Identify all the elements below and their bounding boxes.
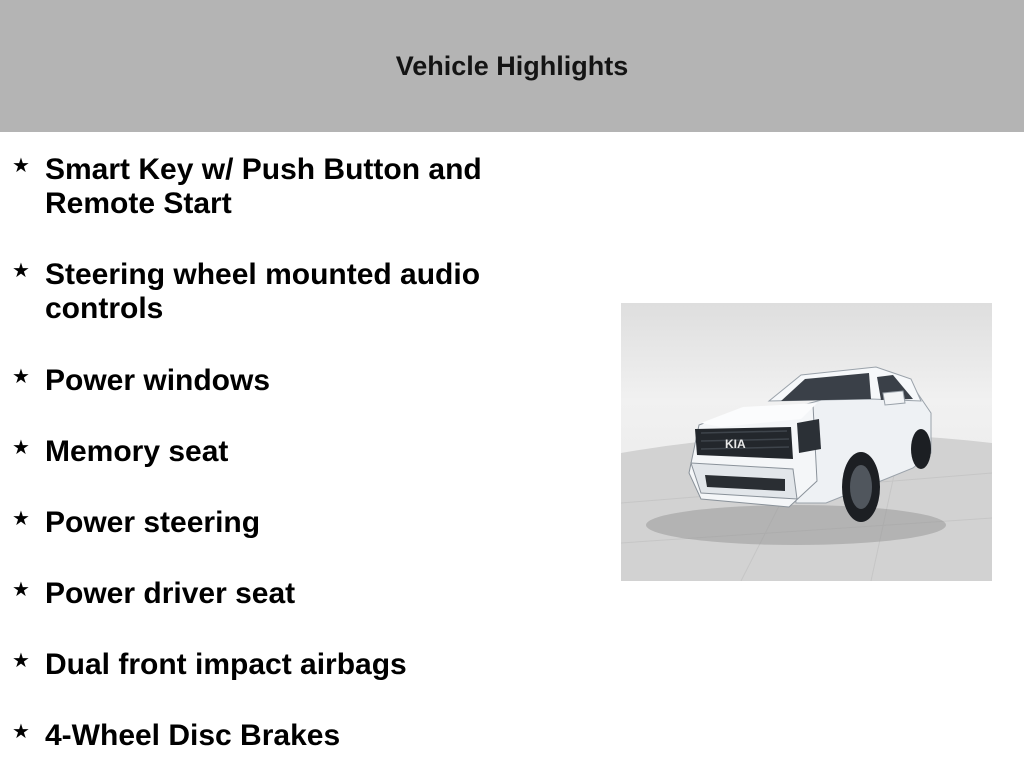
feature-label: Dual front impact airbags <box>45 648 407 681</box>
star-icon: ★ <box>12 719 30 743</box>
vehicle-photo <box>621 303 992 581</box>
star-icon: ★ <box>12 153 30 177</box>
star-icon: ★ <box>12 648 30 672</box>
feature-label: Power driver seat <box>45 577 296 610</box>
star-icon: ★ <box>12 258 30 282</box>
feature-label: Smart Key w/ Push Button and Remote Start <box>45 153 482 220</box>
feature-label: Steering wheel mounted audio controls <box>45 258 481 325</box>
svg-text:KIA: KIA <box>725 437 746 451</box>
header-bar <box>0 0 1024 132</box>
suv-illustration <box>621 303 992 581</box>
star-icon: ★ <box>12 435 30 459</box>
page-title: Vehicle Highlights <box>395 51 629 81</box>
star-icon: ★ <box>12 364 30 388</box>
feature-label: Memory seat <box>45 435 229 468</box>
feature-label: Power windows <box>45 364 271 397</box>
feature-label: 4-Wheel Disc Brakes <box>45 719 341 752</box>
feature-label: Power steering <box>45 506 261 539</box>
star-icon: ★ <box>12 506 30 530</box>
star-icon: ★ <box>12 577 30 601</box>
